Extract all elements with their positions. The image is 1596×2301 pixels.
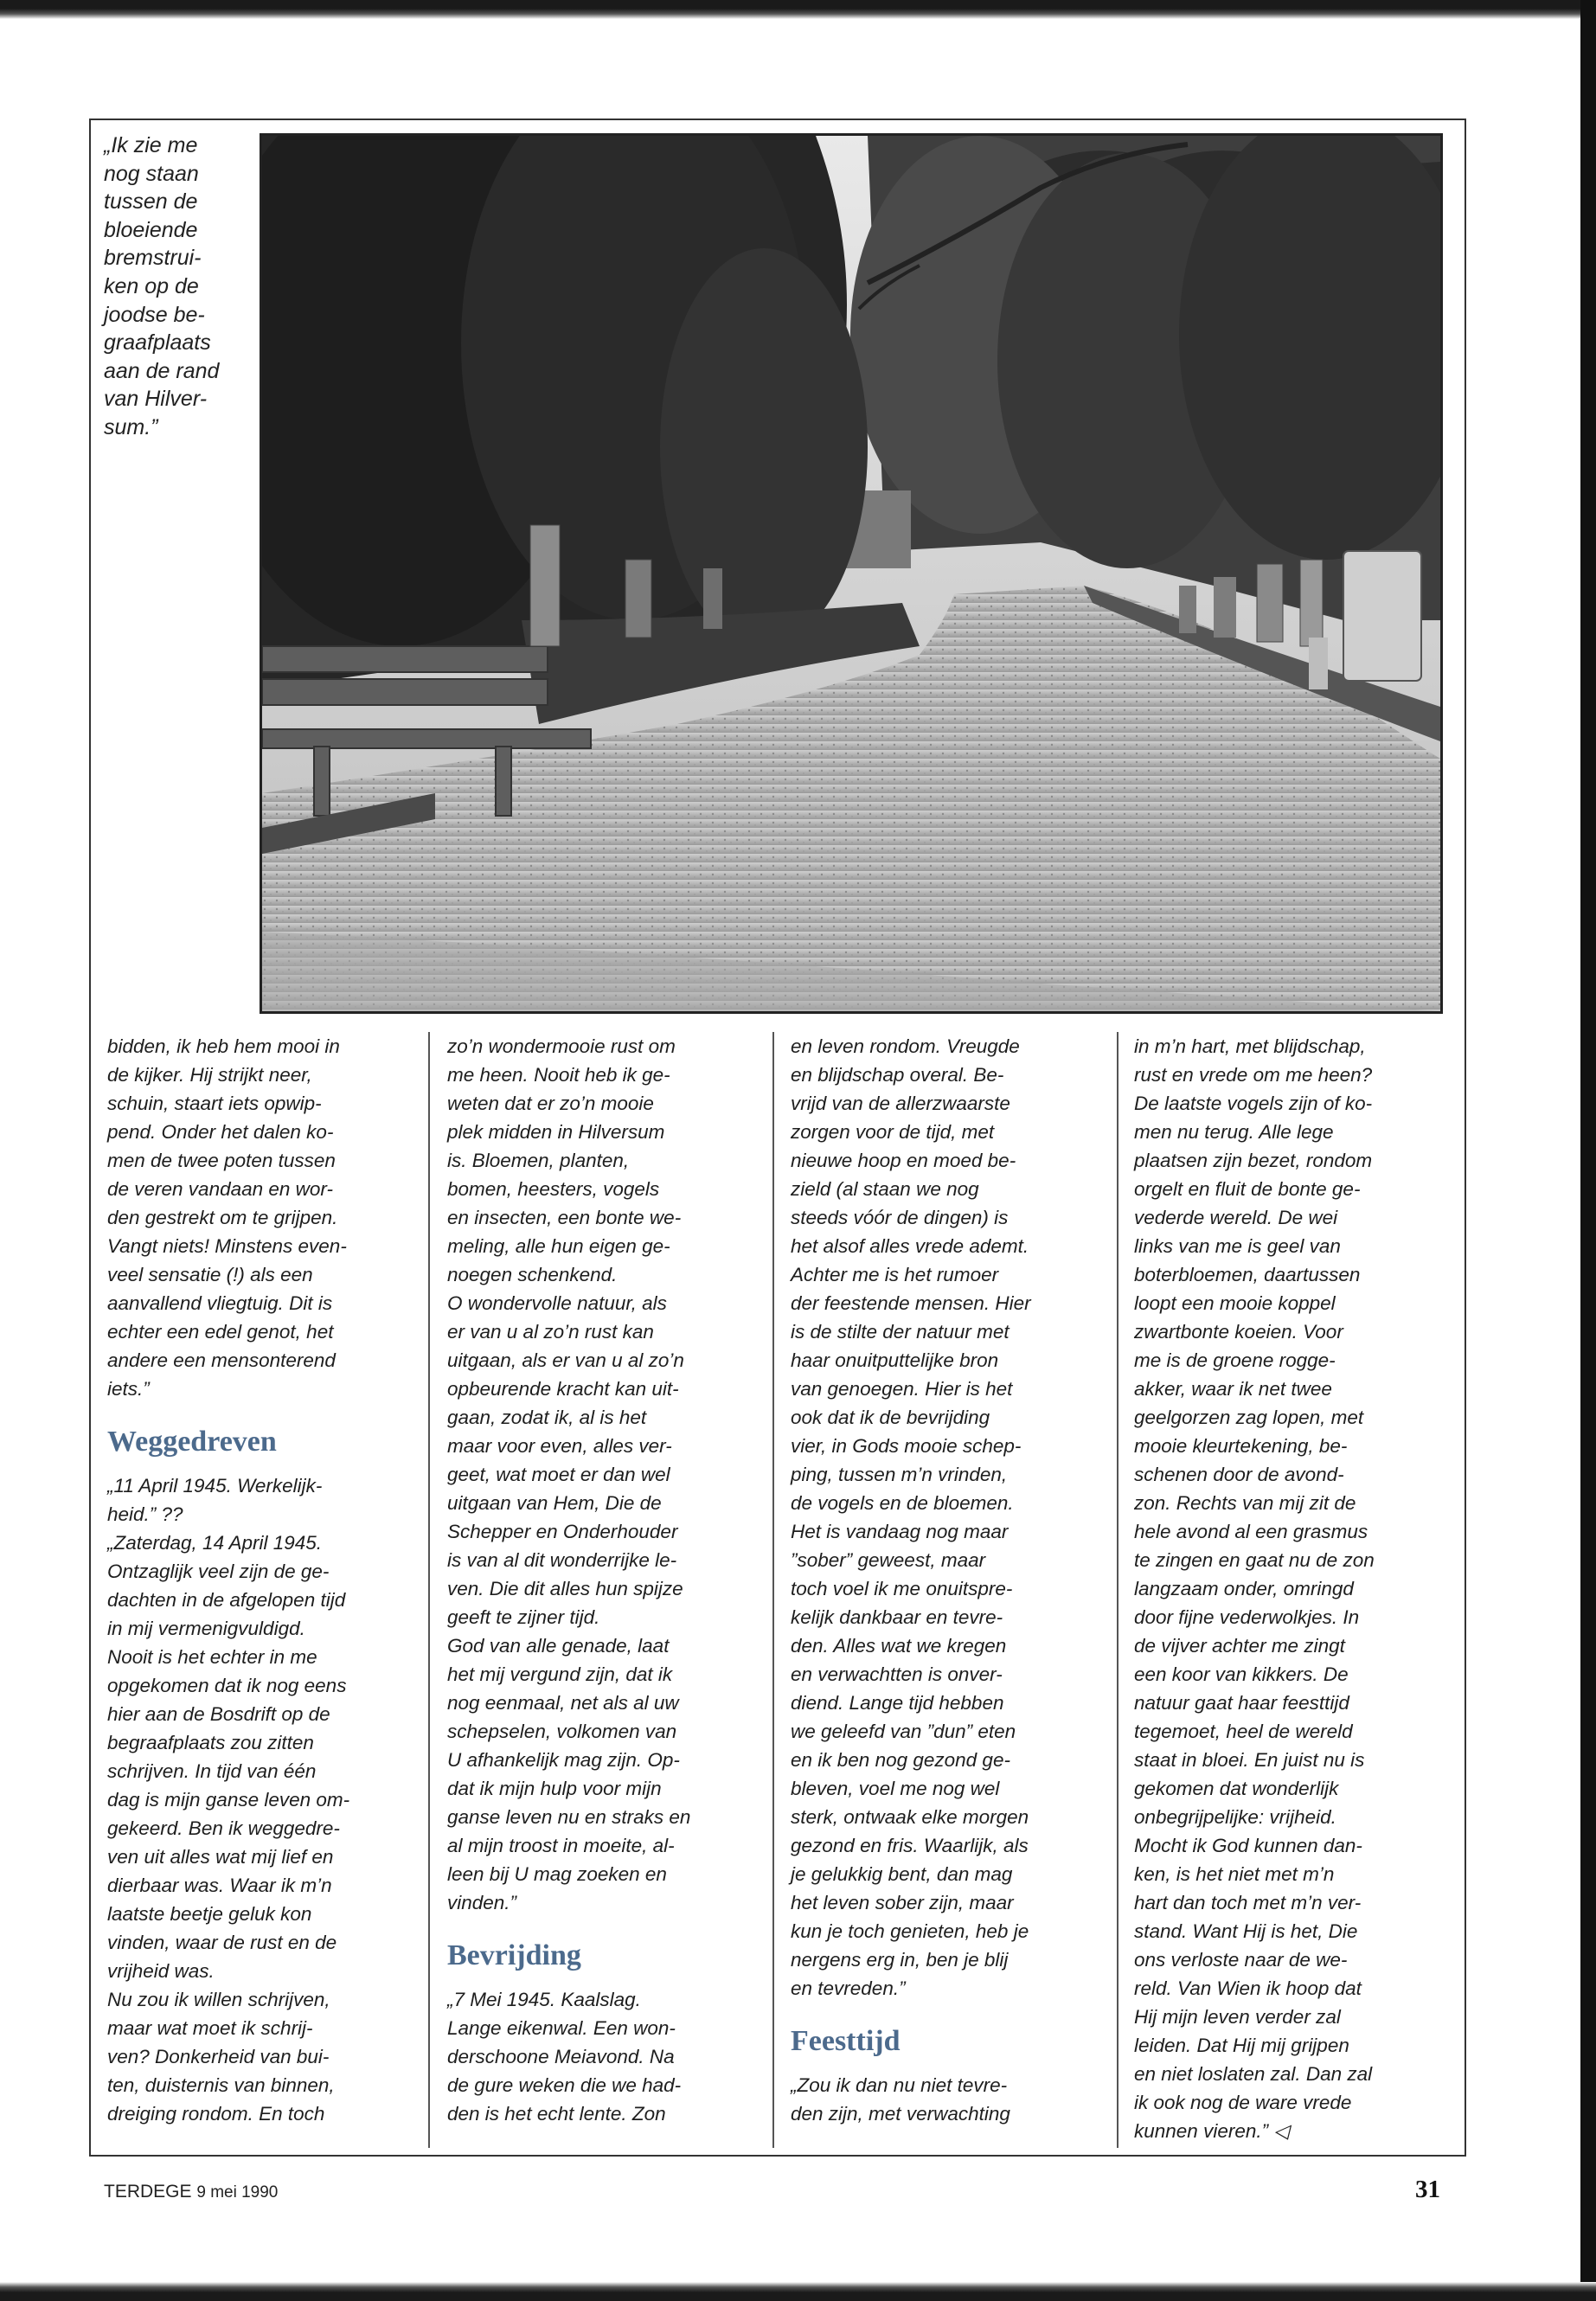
paragraph: zo’n wondermooie rust om me heen. Nooit heb ik ge- weten dat er zo’n mooie plek midden in Hilversum is. Bloemen, planten, bomen, heesters, vogels en insecten, een bonte we- meling, alle hun eigen ge- noegen schenkend. O wondervolle natuur, als er van u al zo’n rust kan uitgaan, als er van u al zo’n opbeurende kracht kan uit- gaan, zodat ik, al is het maar voor even, alles ver- geet, wat moet er dan wel uitgaan van Hem, Die de Schepper en Onderhouder is van al dit wonderrijke le- ven. Die dit alles hun spijze geeft te zijner tijd. God van alle genade, laat het mij vergund zijn, dat ik nog eenmaal, net als al uw schepselen, volkomen van U afhankelijk mag zijn. Op- dat ik mijn hulp voor mijn ganse leven nu en straks en al mijn troost in moeite, al- leen bij U mag zoeken en vinden.” — [447, 1035, 691, 1913]
cemetery-photo — [260, 133, 1443, 1014]
paragraph: in m’n hart, met blijdschap, rust en vrede om me heen? De laatste vogels zijn of ko- men nu terug. Alle lege plaatsen zijn bezet, rondom orgelt en fluit de bonte ge- vederde wereld. De wei links van me is geel van boterbloemen, daartussen loopt een mooie koppel zwartbonte koeien. Voor me is de groene rogge- akker, waar ik net twee geelgorzen zag lopen, met mooie kleurtekening, be- schenen door de avond- zon. Rechts van mij zit de hele avond al een grasmus te zingen en gaat nu de zon langzaam onder, omringd door fijne vederwolkjes. In de vijver achter me zingt een koor van kikkers. De natuur gaat haar feesttijd tegemoet, heel de wereld staat in bloei. En juist nu is gekomen dat wonderlijk onbegrijpelijke: vrijheid. Mocht ik God kunnen dan- ken, is het niet met m’n hart dan toch met m’n ver- stand. Want Hij is het, Die ons verloste naar de we- reld. Van Wien ik hoop dat Hij mijn leven verder zal leiden. Dat Hij mij grijpen en niet loslaten zal. Dan zal ik ook nog de ware vrede kunnen vieren.” ◁ — [1134, 1035, 1375, 2142]
scan-edge-bottom — [0, 2282, 1596, 2301]
section-heading-weggedreven: Weggedreven — [107, 1426, 277, 1458]
column-rule — [428, 1032, 430, 2148]
article-column-1 — [107, 1032, 410, 2128]
magazine-name: TERDEGE — [104, 2182, 192, 2202]
section-heading-feesttijd: Feesttijd — [791, 2025, 901, 2057]
article-column-4 — [1134, 1032, 1449, 2145]
column-rule — [1117, 1032, 1118, 2148]
photo-caption: „Ik zie me nog staan tussen de bloeiende bremstrui- ken op de joodse be- graafplaats aan de rand van Hilver- sum.” — [104, 133, 220, 439]
paragraph: en leven rondom. Vreugde en blijdschap overal. Be- vrijd van de allerzwaarste zorgen voor de tijd, met nieuwe hoop en moed be- zield (al staan we nog steeds vóór de dingen) is het alsof alles vrede ademt. Achter me is het rumoer der feestende mensen. Hier is de stilte der natuur met haar onuitputtelijke bron van genoegen. Hier is het ook dat ik de bevrijding vier, in Gods mooie schep- ping, tussen m’n vrinden, de vogels en de bloemen. Het is vandaag nog maar ”sober” geweest, maar toch voel ik me onuitspre- kelijk dankbaar en tevre- den. Alles wat we kregen en verwachtten is onver- diend. Lange tijd hebben we geleefd van ”dun” eten en ik ben nog gezond ge- bleven, voel me nog wel sterk, ontwaak elke morgen gezond en fris. Waarlijk, als je gelukkig bent, dan mag het leven sober zijn, maar kun je toch genieten, heb je nergens erg in, ben je blij en tevreden.” — [791, 1035, 1031, 1999]
section-heading-bevrijding: Bevrijding — [447, 1939, 581, 1971]
footer-publication — [104, 2182, 278, 2202]
scan-edge-top — [0, 0, 1596, 19]
article-column-3 — [791, 1032, 1099, 2128]
paragraph: „11 April 1945. Werkelijk- heid.” ?? „Zaterdag, 14 April 1945. Ontzaglijk veel zijn de ge- dachten in de afgelopen tijd in mij vermenigvuldigd. Nooit is het echter in me opgekomen dat ik nog eens hier aan de Bosdrift op de begraafplaats zou zitten schrijven. In tijd van één dag is mijn ganse leven om- gekeerd. Ben ik weggedre- ven uit alles wat mij lief en dierbaar was. Waar ik m’n laatste beetje geluk kon vinden, waar de rust en de vrijheid was. Nu zou ik willen schrijven, maar wat moet ik schrij- ven? Donkerheid van bui- ten, duisternis van binnen, dreiging rondom. En toch — [107, 1475, 350, 2125]
scan-edge-right — [1580, 0, 1596, 2301]
page-number: 31 — [1415, 2176, 1440, 2203]
column-rule — [772, 1032, 774, 2148]
article-column-2 — [447, 1032, 756, 2128]
issue-date: 9 mei 1990 — [196, 2183, 279, 2202]
paragraph: bidden, ik heb hem mooi in de kijker. Hij strijkt neer, schuin, staart iets opwip- pend. Onder het dalen ko- men de twee poten tussen de veren vandaan en wor- den gestrekt om te grijpen. Vangt niets! Minstens even- veel sensatie (!) als een aanvallend vliegtuig. Dit is echter een edel genot, het andere een mensonterend iets.” — [107, 1035, 347, 1400]
paragraph: „Zou ik dan nu niet tevre- den zijn, met verwachting — [791, 2074, 1010, 2125]
paragraph: „7 Mei 1945. Kaalslag. Lange eikenwal. Een won- derschoone Meiavond. Na de gure weken die we had- den is het echt lente. Zon — [447, 1989, 682, 2125]
